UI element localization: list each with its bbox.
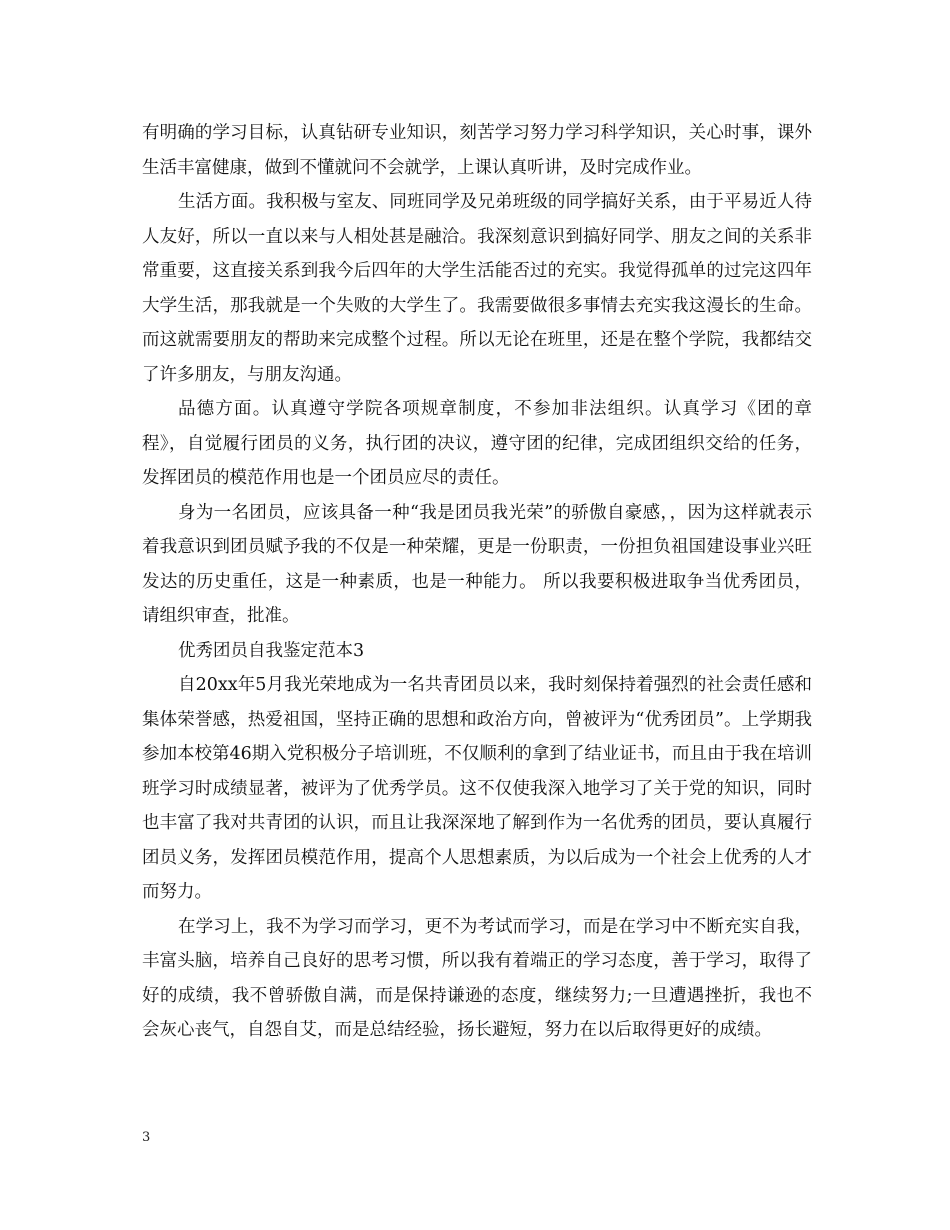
paragraph-honors: 自20xx年5月我光荣地成为一名共青团员以来，我时刻保持着强烈的社会责任感和集体荣誉感，热爱祖国，坚持正确的思想和政治方向，曾被评为“优秀团员”。上学期我参加本校第46期入党积极分子培训班，不仅顺利的拿到了结业证书，而且由于我在培训班学习时成绩显著，被评为了优秀学员。这不仅使我深入地学习了关于党的知识，同时也丰富了我对共青团的认识，而且让我深深地了解到作为一名优秀的团员，要认真履行团员义务，发挥团员模范作用，提高个人思想素质，为以后成为一个社会上优秀的人才而努力。	[142, 675, 812, 902]
paragraph-learning-attitude: 在学习上，我不为学习而学习，更不为考试而学习，而是在学习中不断充实自我，丰富头脑，培养自己良好的思考习惯，所以我有着端正的学习态度，善于学习，取得了好的成绩，我不曾骄傲自满，而是保持谦逊的态度，继续努力;一旦遭遇挫折，我也不会灰心丧气，自怨自艾，而是总结经验，扬长避短，努力在以后取得更好的成绩。	[142, 916, 812, 1040]
document-body	[142, 116, 812, 1048]
section-heading: 优秀团员自我鉴定范本3	[178, 640, 365, 661]
paragraph-morality: 品德方面。认真遵守学院各项规章制度，不参加非法组织。认真学习《团的章程》，自觉履行团员的义务，执行团的决议，遵守团的纪律，完成团组织交给的任务，发挥团员的模范作用也是一个团员应尽的责任。	[142, 399, 812, 488]
paragraph-study-goals: 有明确的学习目标，认真钻研专业知识，刻苦学习努力学习科学知识，关心时事，课外生活丰富健康，做到不懂就问不会就学，上课认真听讲，及时完成作业。	[142, 123, 812, 178]
page-number: 3	[142, 1130, 151, 1145]
paragraph-league-member: 身为一名团员，应该具备一种“我是团员我光荣”的骄傲自豪感，，因为这样就表示着我意识到团员赋予我的不仅是一种荣耀，更是一份职责，一份担负祖国建设事业兴旺发达的历史重任，这是一种素质，也是一种能力。 所以我要积极进取争当优秀团员，请组织审查，批准。	[142, 502, 812, 626]
paragraph-life: 生活方面。我积极与室友、同班同学及兄弟班级的同学搞好关系，由于平易近人待人友好，所以一直以来与人相处甚是融洽。我深刻意识到搞好同学、朋友之间的关系非常重要，这直接关系到我今后四年的大学生活能否过的充实。我觉得孤单的过完这四年大学生活，那我就是一个失败的大学生了。我需要做很多事情去充实我这漫长的生命。而这就需要朋友的帮助来完成整个过程。所以无论在班里，还是在整个学院，我都结交了许多朋友，与朋友沟通。	[142, 192, 812, 385]
